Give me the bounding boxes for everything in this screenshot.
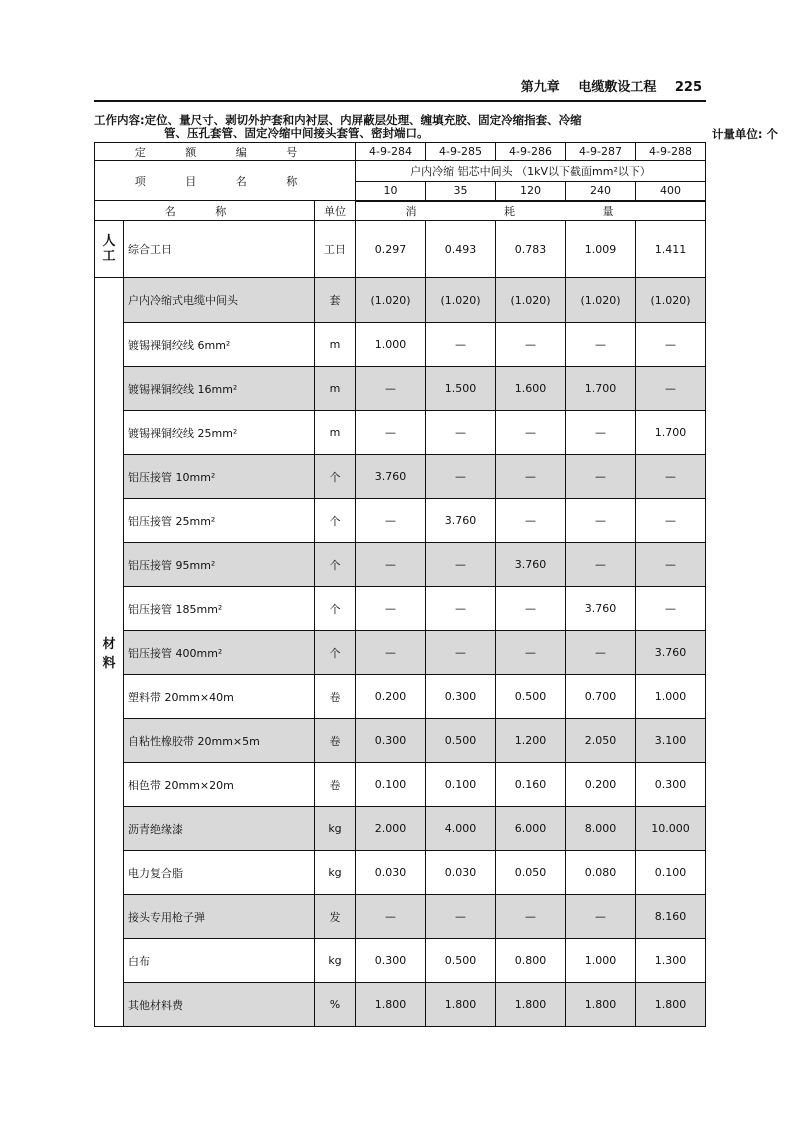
material-name: 自粘性橡胶带 20mm×5m	[124, 719, 315, 763]
material-value: —	[356, 499, 426, 543]
labor-row	[95, 221, 706, 278]
material-value: —	[426, 455, 496, 499]
material-value: —	[426, 587, 496, 631]
material-row	[95, 983, 706, 1027]
material-row	[95, 367, 706, 411]
material-value: —	[356, 367, 426, 411]
material-name: 铝压接管 95mm²	[124, 543, 315, 587]
col-name-header: 名 称	[95, 201, 315, 221]
material-value: 1.800	[566, 983, 636, 1027]
material-value: —	[636, 367, 706, 411]
material-value: 1.000	[356, 323, 426, 367]
item-label: 项 目 名 称	[95, 161, 356, 201]
material-value: —	[356, 411, 426, 455]
size-cell: 35	[426, 182, 496, 201]
material-value: —	[496, 631, 566, 675]
material-value: —	[496, 895, 566, 939]
col-consume-header: 消 耗 量	[356, 201, 706, 221]
material-value: —	[496, 411, 566, 455]
material-value: —	[496, 323, 566, 367]
material-value: 3.760	[496, 543, 566, 587]
material-value: 0.200	[566, 763, 636, 807]
material-row	[95, 675, 706, 719]
labor-category: 人 工	[95, 221, 124, 278]
size-cell: 240	[566, 182, 636, 201]
material-value: 0.300	[356, 939, 426, 983]
material-name: 相色带 20mm×20m	[124, 763, 315, 807]
material-value: 0.500	[496, 675, 566, 719]
page-header	[94, 72, 706, 102]
material-unit: m	[315, 411, 356, 455]
material-value: 3.100	[636, 719, 706, 763]
material-value: 0.700	[566, 675, 636, 719]
col-unit-header: 单位	[315, 201, 356, 221]
material-value: 1.700	[636, 411, 706, 455]
material-value: 3.760	[566, 587, 636, 631]
material-value: 1.800	[356, 983, 426, 1027]
material-value: —	[636, 323, 706, 367]
material-value: 0.160	[496, 763, 566, 807]
material-value: 0.200	[356, 675, 426, 719]
labor-value: 1.411	[636, 221, 706, 278]
size-cell: 400	[636, 182, 706, 201]
work-content	[94, 114, 706, 140]
code-cell: 4-9-286	[496, 143, 566, 161]
material-value: 1.800	[636, 983, 706, 1027]
size-cell: 120	[496, 182, 566, 201]
material-value: —	[566, 499, 636, 543]
material-value: —	[426, 411, 496, 455]
material-value: 0.500	[426, 719, 496, 763]
material-value: 0.300	[426, 675, 496, 719]
material-value: 1.200	[496, 719, 566, 763]
material-value: 0.500	[426, 939, 496, 983]
work-content-label: 工作内容:	[94, 113, 145, 127]
material-value: —	[566, 455, 636, 499]
material-value: (1.020)	[636, 278, 706, 323]
material-value: 1.700	[566, 367, 636, 411]
material-name: 其他材料费	[124, 983, 315, 1027]
material-unit: 卷	[315, 675, 356, 719]
material-unit: 卷	[315, 719, 356, 763]
column-header-row	[95, 201, 706, 221]
material-value: —	[566, 543, 636, 587]
material-value: (1.020)	[356, 278, 426, 323]
labor-value: 0.297	[356, 221, 426, 278]
item-title: 户内冷缩 铝芯中间头 （1kV以下截面mm²以下）	[356, 161, 706, 182]
material-value: 0.050	[496, 851, 566, 895]
material-value: 1.500	[426, 367, 496, 411]
material-value: —	[356, 895, 426, 939]
material-value: 0.300	[356, 719, 426, 763]
code-cell: 4-9-287	[566, 143, 636, 161]
material-row	[95, 807, 706, 851]
material-value: (1.020)	[496, 278, 566, 323]
material-row	[95, 587, 706, 631]
material-unit: %	[315, 983, 356, 1027]
material-value: 0.800	[496, 939, 566, 983]
material-value: —	[496, 455, 566, 499]
material-row	[95, 323, 706, 367]
material-value: —	[566, 895, 636, 939]
material-name: 铝压接管 400mm²	[124, 631, 315, 675]
labor-unit: 工日	[315, 221, 356, 278]
material-name: 户内冷缩式电缆中间头	[124, 278, 315, 323]
material-value: 0.100	[426, 763, 496, 807]
material-row	[95, 631, 706, 675]
material-value: —	[636, 587, 706, 631]
material-unit: 个	[315, 587, 356, 631]
material-value: —	[426, 895, 496, 939]
material-value: 1.800	[496, 983, 566, 1027]
material-value: —	[636, 499, 706, 543]
material-value: 10.000	[636, 807, 706, 851]
labor-value: 0.493	[426, 221, 496, 278]
code-label: 定 额 编 号	[95, 143, 356, 161]
material-name: 铝压接管 185mm²	[124, 587, 315, 631]
work-content-line2: 管、压孔套管、固定冷缩中间接头套管、密封端口。	[164, 126, 429, 140]
material-value: 3.760	[636, 631, 706, 675]
material-unit: 个	[315, 455, 356, 499]
material-value: —	[496, 499, 566, 543]
chapter-label: 第九章	[520, 80, 560, 95]
material-value: 0.300	[636, 763, 706, 807]
material-value: 1.800	[426, 983, 496, 1027]
material-value: —	[356, 543, 426, 587]
material-unit: m	[315, 367, 356, 411]
material-value: —	[426, 543, 496, 587]
material-row	[95, 851, 706, 895]
code-cell: 4-9-284	[356, 143, 426, 161]
material-value: —	[356, 587, 426, 631]
material-value: —	[566, 631, 636, 675]
material-value: 0.030	[426, 851, 496, 895]
material-row	[95, 895, 706, 939]
material-row	[95, 763, 706, 807]
material-row	[95, 719, 706, 763]
material-value: 0.080	[566, 851, 636, 895]
labor-value: 0.783	[496, 221, 566, 278]
material-name: 沥青绝缘漆	[124, 807, 315, 851]
material-name: 镀锡裸铜绞线 16mm²	[124, 367, 315, 411]
material-value: —	[566, 411, 636, 455]
material-value: 1.300	[636, 939, 706, 983]
material-unit: m	[315, 323, 356, 367]
material-unit: kg	[315, 851, 356, 895]
material-name: 铝压接管 10mm²	[124, 455, 315, 499]
material-row	[95, 411, 706, 455]
material-category: 材 料	[95, 278, 124, 1027]
material-value: (1.020)	[566, 278, 636, 323]
item-title-row	[95, 161, 706, 182]
material-value: 2.000	[356, 807, 426, 851]
material-name: 接头专用枪子弹	[124, 895, 315, 939]
material-row	[95, 278, 706, 323]
material-value: —	[356, 631, 426, 675]
work-content-line1: 工作内容:定位、量尺寸、剥切外护套和内衬层、内屏蔽层处理、缠填充胶、固定冷缩指套、冷缩	[94, 113, 582, 127]
material-value: (1.020)	[426, 278, 496, 323]
material-unit: 套	[315, 278, 356, 323]
material-name: 电力复合脂	[124, 851, 315, 895]
material-value: —	[496, 587, 566, 631]
material-unit: 个	[315, 499, 356, 543]
code-cell: 4-9-285	[426, 143, 496, 161]
material-unit: kg	[315, 939, 356, 983]
material-name: 镀锡裸铜绞线 6mm²	[124, 323, 315, 367]
material-row	[95, 455, 706, 499]
material-value: 8.000	[566, 807, 636, 851]
material-value: 6.000	[496, 807, 566, 851]
page-number: 225	[674, 80, 702, 95]
material-value: 0.100	[636, 851, 706, 895]
material-value: 1.000	[636, 675, 706, 719]
material-name: 塑料带 20mm×40m	[124, 675, 315, 719]
material-value: 1.000	[566, 939, 636, 983]
material-name: 镀锡裸铜绞线 25mm²	[124, 411, 315, 455]
material-value: —	[426, 631, 496, 675]
material-value: 3.760	[356, 455, 426, 499]
material-value: —	[426, 323, 496, 367]
material-value: 0.030	[356, 851, 426, 895]
labor-value: 1.009	[566, 221, 636, 278]
material-unit: 发	[315, 895, 356, 939]
material-value: —	[636, 543, 706, 587]
code-cell: 4-9-288	[636, 143, 706, 161]
material-unit: 个	[315, 631, 356, 675]
material-name: 白布	[124, 939, 315, 983]
material-value: 4.000	[426, 807, 496, 851]
quota-table	[94, 142, 706, 1027]
material-unit: kg	[315, 807, 356, 851]
material-row	[95, 939, 706, 983]
material-value: 8.160	[636, 895, 706, 939]
size-cell: 10	[356, 182, 426, 201]
material-unit: 卷	[315, 763, 356, 807]
code-row	[95, 143, 706, 161]
chapter-title: 电缆敷设工程	[578, 80, 657, 95]
material-value: 1.600	[496, 367, 566, 411]
material-value: 2.050	[566, 719, 636, 763]
material-value: —	[566, 323, 636, 367]
labor-name: 综合工日	[124, 221, 315, 278]
material-name: 铝压接管 25mm²	[124, 499, 315, 543]
header-text	[507, 76, 702, 95]
measurement-unit: 计量单位: 个	[711, 127, 778, 141]
material-row	[95, 499, 706, 543]
material-value: 0.100	[356, 763, 426, 807]
material-unit: 个	[315, 543, 356, 587]
material-row	[95, 543, 706, 587]
material-value: —	[636, 455, 706, 499]
material-value: 3.760	[426, 499, 496, 543]
